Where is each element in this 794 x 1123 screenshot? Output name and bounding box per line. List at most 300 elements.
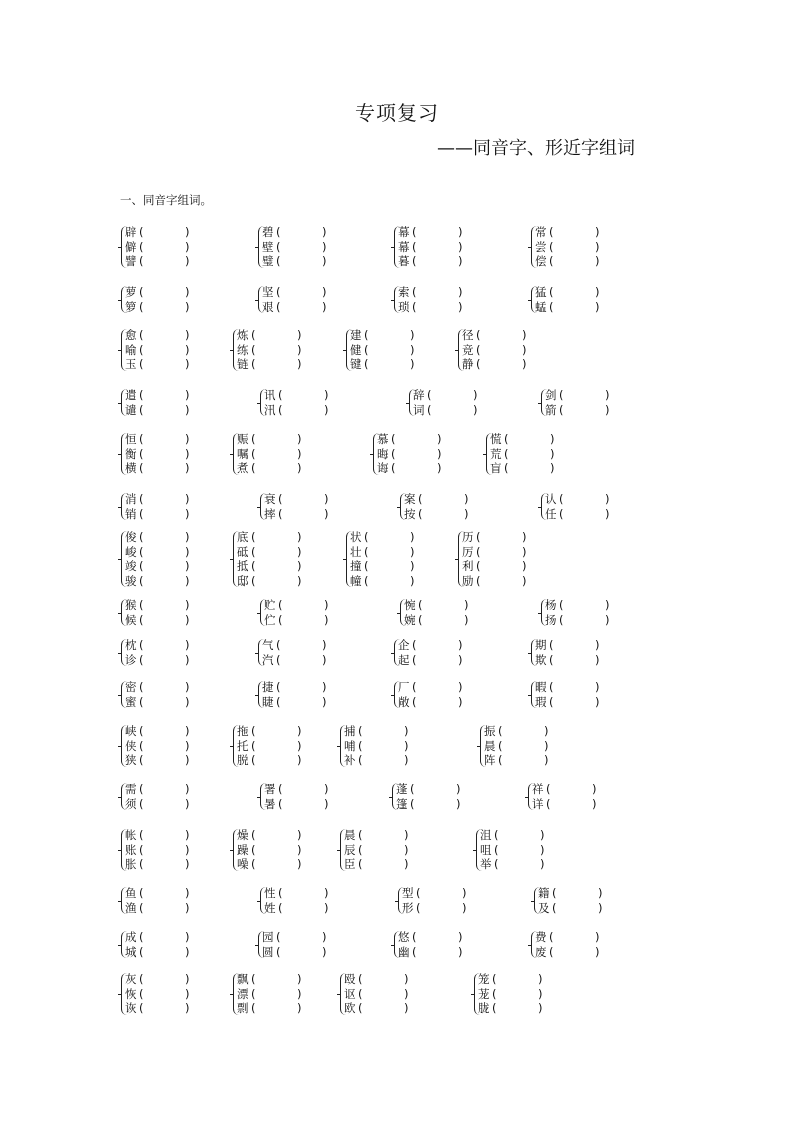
close-paren: ) [592,782,597,796]
char-label: 暑 [264,796,276,811]
char-label: 愈 [125,328,137,342]
char-label: 笼 [478,972,490,986]
open-paren: ( [549,225,554,239]
char-label: 悠 [398,930,410,944]
char-label: 蓬 [396,782,408,796]
open-paren: ( [139,506,144,521]
char-label: 鱼 [125,886,137,900]
char-label: 幕 [398,239,410,254]
char-label: 辰 [344,842,356,857]
char-group [125,388,190,417]
open-paren: ( [559,388,564,402]
char-group [264,388,329,417]
open-paren: ( [492,986,497,1001]
word-line [237,739,302,754]
word-line [377,461,442,476]
word-line [344,843,409,858]
close-paren: ) [185,652,190,667]
close-paren: ) [404,842,409,857]
close-paren: ) [522,342,527,357]
char-group [125,972,190,1016]
close-paren: ) [322,285,327,299]
word-line [237,357,302,372]
word-line [237,857,302,872]
word-line [350,530,415,545]
char-group [262,680,327,709]
char-group [404,492,469,521]
char-label: 婉 [404,612,416,627]
close-paren: ) [522,530,527,544]
char-label: 遣 [125,388,137,402]
char-label: 咀 [480,842,492,857]
open-paren: ( [559,492,564,506]
open-paren: ( [139,239,144,254]
open-paren: ( [139,944,144,959]
open-paren: ( [552,900,557,915]
close-paren: ) [595,299,600,314]
char-group [125,598,190,627]
open-paren: ( [416,900,421,915]
open-paren: ( [276,239,281,254]
word-line [125,828,190,843]
close-paren: ) [185,694,190,709]
open-paren: ( [139,254,144,268]
char-label: 俊 [125,530,137,544]
open-paren: ( [498,724,503,738]
word-line [490,432,555,447]
open-paren: ( [476,559,481,573]
char-group [535,225,600,269]
close-paren: ) [458,652,463,667]
open-paren: ( [139,342,144,357]
char-label: 衡 [125,446,137,461]
word-line [125,857,190,872]
word-line [462,328,527,343]
word-line [125,357,190,372]
close-paren: ) [550,461,555,475]
word-line [264,492,329,507]
close-paren: ) [437,446,442,461]
open-paren: ( [278,886,283,900]
close-paren: ) [297,828,302,842]
word-line [125,739,190,754]
char-label: 灰 [125,972,137,986]
open-paren: ( [358,738,363,753]
char-group [237,972,302,1016]
open-paren: ( [412,285,417,299]
char-label: 气 [262,638,274,652]
open-paren: ( [412,299,417,314]
word-line [462,574,527,589]
close-paren: ) [297,738,302,753]
close-paren: ) [297,432,302,446]
close-paren: ) [522,328,527,342]
word-line [125,613,190,628]
close-paren: ) [324,598,329,612]
close-paren: ) [297,328,302,342]
close-paren: ) [410,544,415,559]
close-paren: ) [322,638,327,652]
char-group [125,638,190,667]
open-paren: ( [278,796,283,811]
char-label: 萝 [125,285,137,299]
word-line [398,680,463,695]
char-label: 诙 [125,1001,137,1015]
close-paren: ) [522,357,527,371]
char-group [264,782,329,811]
open-paren: ( [276,285,281,299]
word-line [125,492,190,507]
char-label: 径 [462,328,474,342]
word-line [532,782,597,797]
char-label: 须 [125,796,137,811]
close-paren: ) [410,530,415,544]
char-label: 帐 [125,828,137,842]
char-label: 利 [462,559,474,573]
close-paren: ) [464,612,469,627]
close-paren: ) [324,886,329,900]
open-paren: ( [251,1001,256,1015]
open-paren: ( [504,461,509,475]
close-paren: ) [322,239,327,254]
open-paren: ( [276,225,281,239]
open-paren: ( [412,930,417,944]
word-line [535,695,600,710]
word-line [125,945,190,960]
word-line [404,598,469,613]
close-paren: ) [185,342,190,357]
word-line [125,225,190,240]
word-line [264,901,329,916]
close-paren: ) [522,544,527,559]
close-paren: ) [185,612,190,627]
word-line [125,653,190,668]
word-line [237,328,302,343]
open-paren: ( [139,842,144,857]
word-line [344,1001,409,1016]
char-label: 城 [125,944,137,959]
close-paren: ) [185,461,190,475]
char-group [125,225,190,269]
open-paren: ( [410,782,415,796]
char-label: 幽 [398,944,410,959]
char-label: 练 [237,342,249,357]
char-label: 琐 [398,299,410,314]
close-paren: ) [550,432,555,446]
word-line [545,492,610,507]
close-paren: ) [185,944,190,959]
close-paren: ) [458,254,463,268]
char-label: 署 [264,782,276,796]
word-line [264,886,329,901]
open-paren: ( [278,492,283,506]
word-line [125,843,190,858]
char-label: 索 [398,285,410,299]
word-line [237,461,302,476]
char-label: 壮 [350,544,362,559]
close-paren: ) [324,612,329,627]
char-group [264,886,329,915]
char-label: 恒 [125,432,137,446]
close-paren: ) [595,652,600,667]
char-label: 瑕 [535,694,547,709]
word-line [262,945,327,960]
open-paren: ( [139,638,144,652]
char-group [490,432,555,476]
open-paren: ( [278,598,283,612]
char-label: 躁 [237,842,249,857]
close-paren: ) [605,612,610,627]
open-paren: ( [276,930,281,944]
word-line [262,300,327,315]
char-group [262,638,327,667]
char-label: 剽 [237,1001,249,1015]
word-line [125,574,190,589]
open-paren: ( [139,402,144,417]
char-group [125,930,190,959]
char-label: 偿 [535,254,547,268]
open-paren: ( [276,254,281,268]
close-paren: ) [404,857,409,871]
char-label: 杨 [545,598,557,612]
open-paren: ( [276,680,281,694]
close-paren: ) [437,432,442,446]
open-paren: ( [559,506,564,521]
section-heading: 一、同音字组词。 [120,193,212,207]
char-group [262,285,327,314]
char-group [350,328,415,372]
word-line [237,724,302,739]
word-line [480,857,545,872]
char-group [125,828,190,872]
word-line [398,945,463,960]
word-line [262,225,327,240]
close-paren: ) [605,598,610,612]
word-line [478,972,543,987]
char-label: 尝 [535,239,547,254]
open-paren: ( [139,972,144,986]
open-paren: ( [476,544,481,559]
char-label: 睫 [262,694,274,709]
char-label: 璧 [262,254,274,268]
char-group [125,782,190,811]
char-label: 燥 [237,828,249,842]
close-paren: ) [598,900,603,915]
word-line [237,530,302,545]
char-label: 篷 [396,796,408,811]
char-group [396,782,461,811]
open-paren: ( [139,886,144,900]
open-paren: ( [278,612,283,627]
char-group [535,930,600,959]
open-paren: ( [412,694,417,709]
char-label: 任 [545,506,557,521]
open-paren: ( [364,573,369,588]
close-paren: ) [185,842,190,857]
open-paren: ( [412,944,417,959]
open-paren: ( [251,328,256,342]
close-paren: ) [297,559,302,573]
char-label: 捷 [262,680,274,694]
close-paren: ) [404,753,409,767]
char-label: 胀 [125,857,137,871]
close-paren: ) [458,944,463,959]
close-paren: ) [404,738,409,753]
close-paren: ) [462,886,467,900]
open-paren: ( [358,972,363,986]
open-paren: ( [412,254,417,268]
open-paren: ( [139,694,144,709]
open-paren: ( [251,559,256,573]
word-line [402,901,467,916]
char-label: 猴 [125,598,137,612]
char-group [262,225,327,269]
close-paren: ) [538,1001,543,1015]
close-paren: ) [322,944,327,959]
char-label: 需 [125,782,137,796]
word-line [125,724,190,739]
close-paren: ) [538,986,543,1001]
close-paren: ) [297,842,302,857]
char-label: 诲 [377,461,389,475]
char-label: 晨 [484,738,496,753]
word-line [262,638,327,653]
char-group [350,530,415,588]
char-group [535,638,600,667]
open-paren: ( [549,239,554,254]
char-group [237,432,302,476]
word-line [350,574,415,589]
char-label: 晨 [344,828,356,842]
word-line [535,225,600,240]
close-paren: ) [297,857,302,871]
char-group [125,328,190,372]
close-paren: ) [185,254,190,268]
open-paren: ( [412,239,417,254]
char-label: 嘱 [237,446,249,461]
char-label: 蜢 [535,299,547,314]
char-group [264,598,329,627]
char-group [264,492,329,521]
char-label: 荒 [490,446,502,461]
close-paren: ) [458,680,463,694]
close-paren: ) [410,357,415,371]
close-paren: ) [595,930,600,944]
close-paren: ) [185,388,190,402]
close-paren: ) [185,930,190,944]
close-paren: ) [458,930,463,944]
open-paren: ( [476,342,481,357]
char-group [125,724,190,768]
char-label: 峻 [125,544,137,559]
close-paren: ) [540,828,545,842]
word-line [125,695,190,710]
char-group [538,886,603,915]
char-label: 捕 [344,724,356,738]
open-paren: ( [251,857,256,871]
char-label: 敞 [398,694,410,709]
close-paren: ) [592,796,597,811]
word-line [404,613,469,628]
open-paren: ( [139,357,144,371]
char-label: 渔 [125,900,137,915]
open-paren: ( [492,1001,497,1015]
char-label: 摔 [264,506,276,521]
word-line [125,432,190,447]
close-paren: ) [185,828,190,842]
close-paren: ) [297,573,302,588]
word-line [344,739,409,754]
char-label: 历 [462,530,474,544]
char-label: 讴 [344,986,356,1001]
char-group [125,492,190,521]
word-line [398,695,463,710]
word-line [535,254,600,269]
char-label: 案 [404,492,416,506]
close-paren: ) [322,930,327,944]
char-group [237,724,302,768]
word-line [545,403,610,418]
word-line [480,843,545,858]
open-paren: ( [364,544,369,559]
close-paren: ) [185,680,190,694]
open-paren: ( [251,573,256,588]
word-line [125,782,190,797]
open-paren: ( [391,446,396,461]
word-line [398,240,463,255]
word-line [462,530,527,545]
char-label: 蜜 [125,694,137,709]
close-paren: ) [404,986,409,1001]
word-line [125,901,190,916]
word-line [264,782,329,797]
char-label: 期 [535,638,547,652]
char-label: 词 [413,402,425,417]
word-line [344,972,409,987]
word-line [404,507,469,522]
char-label: 漂 [237,986,249,1001]
word-line [545,507,610,522]
close-paren: ) [404,972,409,986]
char-group [484,724,549,768]
close-paren: ) [595,225,600,239]
close-paren: ) [324,796,329,811]
word-line [402,886,467,901]
word-line [535,945,600,960]
char-label: 箩 [125,299,137,314]
open-paren: ( [552,886,557,900]
char-group [398,285,463,314]
char-label: 及 [538,900,550,915]
word-line [125,598,190,613]
close-paren: ) [458,225,463,239]
char-label: 起 [398,652,410,667]
char-label: 艰 [262,299,274,314]
open-paren: ( [559,598,564,612]
word-line [396,782,461,797]
char-label: 猛 [535,285,547,299]
word-line [262,240,327,255]
open-paren: ( [358,828,363,842]
open-paren: ( [139,680,144,694]
char-label: 振 [484,724,496,738]
word-line [125,559,190,574]
word-line [396,797,461,812]
close-paren: ) [185,328,190,342]
word-line [237,828,302,843]
word-line [484,739,549,754]
close-paren: ) [185,239,190,254]
